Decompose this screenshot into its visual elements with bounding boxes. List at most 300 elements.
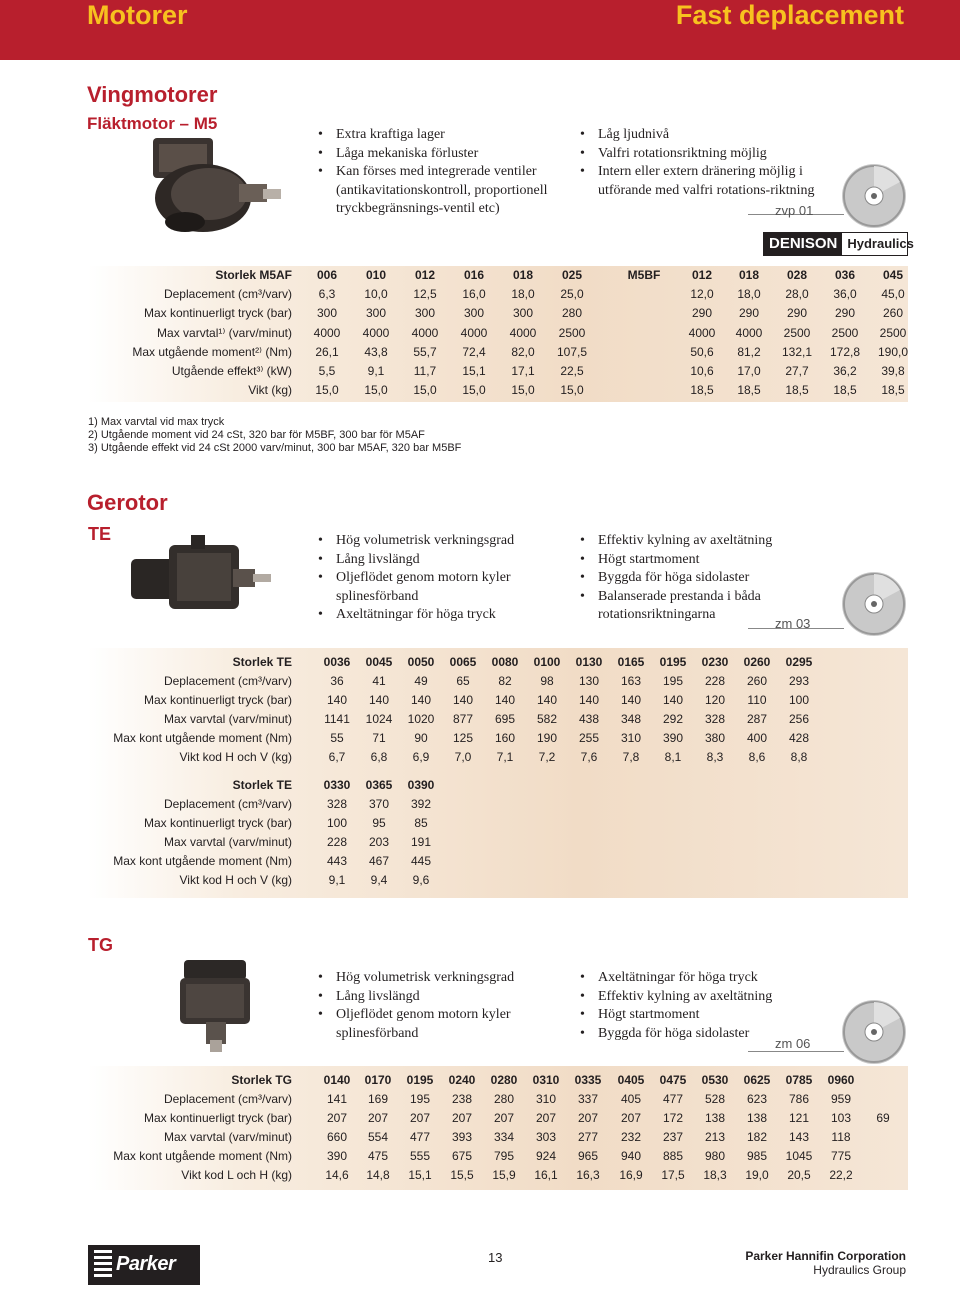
table-cell: 107,5 [556, 345, 588, 359]
table-cell: 15,0 [560, 383, 584, 397]
table-row-label: Deplacement (cm³/varv) [163, 674, 292, 688]
table-cell: 72,4 [462, 345, 486, 359]
feature-item: • Oljeflödet genom motorn kyler splinesförband [318, 1006, 563, 1043]
table-header-cell: 0240 [448, 1073, 476, 1087]
table-cell: 795 [493, 1149, 515, 1163]
table-cell: 393 [451, 1130, 473, 1144]
table-cell: 380 [704, 731, 726, 745]
header-left-title: Motorer [87, 0, 188, 30]
table-cell: 22,2 [829, 1168, 853, 1182]
table-cell: 207 [535, 1111, 557, 1125]
table-cell: 6,7 [328, 750, 346, 764]
table-cell: 228 [326, 835, 348, 849]
table-header-cell: 012 [691, 268, 713, 282]
table-cell: 203 [368, 835, 390, 849]
table-header-label: Storlek TE [232, 778, 292, 792]
table-cell: 121 [788, 1111, 810, 1125]
table-cell: 438 [578, 712, 600, 726]
table-cell: 1024 [365, 712, 393, 726]
table-cell: 98 [540, 674, 554, 688]
table-header-label: Storlek M5AF [215, 268, 292, 282]
table-cell: 675 [451, 1149, 473, 1163]
table-cell: 22,5 [560, 364, 584, 378]
table-cell: 18,0 [737, 287, 761, 301]
table-cell: 71 [372, 731, 386, 745]
table-row-label: Max varvtal¹⁾ (varv/minut) [157, 326, 292, 340]
table-cell: 15,0 [315, 383, 339, 397]
table-header-cell: 0080 [491, 655, 519, 669]
table-cell: 232 [620, 1130, 642, 1144]
header-right-title: Fast deplacement [675, 0, 904, 30]
table-cell: 310 [620, 731, 642, 745]
table-cell: 260 [746, 674, 768, 688]
table-cell: 14,8 [366, 1168, 390, 1182]
table-header-cell: 036 [834, 268, 856, 282]
table-cell: 125 [452, 731, 474, 745]
table-cell: 237 [662, 1130, 684, 1144]
feature-item: • Hög volumetrisk verkningsgrad [318, 532, 563, 551]
note-2: 2) Utgående moment vid 24 cSt, 320 bar för M5BF, 300 bar för M5AF [88, 429, 425, 441]
section-title-gerotor: Gerotor [87, 490, 168, 515]
feature-item: • Oljeflödet genom motorn kyler splinesförband [318, 569, 563, 606]
table-cell: 172,8 [829, 345, 861, 359]
table-row-label: Max kont utgående moment (Nm) [113, 854, 292, 868]
table-cell: 290 [786, 306, 808, 320]
table-cell: 19,0 [745, 1168, 769, 1182]
table-cell: 260 [882, 306, 904, 320]
table-header-cell: 0100 [533, 655, 561, 669]
table-cell: 300 [365, 306, 387, 320]
table-header-cell: 0280 [490, 1073, 518, 1087]
table-row-label: Deplacement (cm³/varv) [163, 797, 292, 811]
table-cell: 140 [368, 693, 390, 707]
table-cell: 12,0 [690, 287, 714, 301]
table-cell: 50,6 [690, 345, 714, 359]
table-cell: 554 [367, 1130, 389, 1144]
table-cell: 15,1 [408, 1168, 432, 1182]
table-cell: 15,0 [413, 383, 437, 397]
table-cell: 138 [704, 1111, 726, 1125]
table-cell: 39,8 [881, 364, 905, 378]
footer-company [745, 1249, 906, 1277]
table-cell: 623 [746, 1092, 768, 1106]
table-cell: 191 [410, 835, 432, 849]
table-cell: 390 [326, 1149, 348, 1163]
table-row-label: Vikt kod H och V (kg) [179, 750, 292, 764]
table-cell: 6,8 [370, 750, 388, 764]
table-header-cell: 0195 [659, 655, 687, 669]
table-cell: 55,7 [413, 345, 437, 359]
table-cell: 65 [456, 674, 470, 688]
table-cell: 4000 [411, 326, 439, 340]
denison-hydraulics-logo [763, 232, 914, 256]
table-cell: 81,2 [737, 345, 761, 359]
table-cell: 85 [414, 816, 428, 830]
table-cell: 292 [662, 712, 684, 726]
table-cell: 660 [326, 1130, 348, 1144]
tg-features-left [318, 969, 563, 1043]
table-cell: 10,6 [690, 364, 714, 378]
table-cell: 8,8 [790, 750, 808, 764]
table-cell: 207 [493, 1111, 515, 1125]
table-header-cell: 012 [414, 268, 436, 282]
table-cell: 45,0 [881, 287, 905, 301]
te-features-left [318, 532, 563, 625]
table-header-cell: 0295 [785, 655, 813, 669]
table-header-cell: 0390 [407, 778, 435, 792]
table-cell: 213 [704, 1130, 726, 1144]
table-cell: 959 [830, 1092, 852, 1106]
table-cell: 16,1 [534, 1168, 558, 1182]
table-cell: 15,0 [364, 383, 388, 397]
feature-item: • Effektiv kylning av axeltätning [580, 988, 820, 1007]
table-cell: 195 [409, 1092, 431, 1106]
table-cell: 582 [536, 712, 558, 726]
table-cell: 18,3 [703, 1168, 727, 1182]
table-cell: 885 [662, 1149, 684, 1163]
table-cell: 940 [620, 1149, 642, 1163]
table-cell: 7,1 [496, 750, 514, 764]
table-cell: 207 [326, 1111, 348, 1125]
table-row-label: Vikt kod H och V (kg) [179, 873, 292, 887]
table-row-label: Max kontinuerligt tryck (bar) [143, 816, 292, 830]
table-row-label: Max varvtal (varv/minut) [163, 712, 292, 726]
section-subtitle-m5: Fläktmotor – M5 [87, 114, 218, 133]
table-cell: 4000 [313, 326, 341, 340]
table-cell: 18,5 [737, 383, 761, 397]
table-cell: 7,6 [580, 750, 598, 764]
table-cell: 140 [662, 693, 684, 707]
table-cell: 475 [367, 1149, 389, 1163]
table-cell: 985 [746, 1149, 768, 1163]
table-cell: 26,1 [315, 345, 339, 359]
table-cell: 15,1 [462, 364, 486, 378]
table-cell: 280 [561, 306, 583, 320]
table-header-cell: 010 [365, 268, 387, 282]
table-header-cell: 0130 [575, 655, 603, 669]
table-row-label: Deplacement (cm³/varv) [163, 287, 292, 301]
te-motor-image [125, 525, 275, 625]
table-header-cell: 0475 [659, 1073, 687, 1087]
hydraulics-brand: Hydraulics [847, 236, 914, 251]
table-cell: 290 [691, 306, 713, 320]
table-cell: 303 [535, 1130, 557, 1144]
table-cell: 6,3 [318, 287, 336, 301]
table-cell: 41 [372, 674, 386, 688]
table-row-label: Vikt (kg) [248, 383, 292, 397]
feature-item: • Högt startmoment [580, 551, 810, 570]
table-cell: 140 [536, 693, 558, 707]
table-cell: 277 [577, 1130, 599, 1144]
table-cell: 477 [662, 1092, 684, 1106]
m5-notes [88, 416, 461, 455]
table-cell: 370 [368, 797, 390, 811]
table-cell: 5,5 [318, 364, 336, 378]
feature-item: • Lång livslängd [318, 988, 563, 1007]
te-features-right [580, 532, 810, 625]
table-cell: 130 [578, 674, 600, 688]
table-header-cell: 018 [738, 268, 760, 282]
table-cell: 36,2 [833, 364, 857, 378]
feature-item: • Axeltätningar för höga tryck [580, 969, 820, 988]
table-cell: 9,4 [370, 873, 388, 887]
table-cell: 695 [494, 712, 516, 726]
table-header-cell: 0365 [365, 778, 393, 792]
table-cell: 2500 [831, 326, 859, 340]
table-cell: 528 [704, 1092, 726, 1106]
table-cell: 300 [414, 306, 436, 320]
table-cell: 300 [463, 306, 485, 320]
table-cell: 190,0 [877, 345, 909, 359]
table-cell: 467 [368, 854, 390, 868]
table-cell: 390 [662, 731, 684, 745]
feature-item: • Lång livslängd [318, 551, 563, 570]
table-cell: 16,3 [576, 1168, 600, 1182]
table-cell: 195 [662, 674, 684, 688]
table-cell: 293 [788, 674, 810, 688]
table-cell: 443 [326, 854, 348, 868]
table-row-label: Max kont utgående moment (Nm) [113, 731, 292, 745]
table-cell: 182 [746, 1130, 768, 1144]
table-cell: 132,1 [781, 345, 813, 359]
table-cell: 4000 [460, 326, 488, 340]
table-cell: 328 [326, 797, 348, 811]
table-cell: 90 [414, 731, 428, 745]
table-cell: 334 [493, 1130, 515, 1144]
table-cell: 228 [704, 674, 726, 688]
table-row-label: Max varvtal (varv/minut) [163, 1130, 292, 1144]
denison-brand: DENISON [764, 233, 842, 255]
table-cell: 207 [409, 1111, 431, 1125]
table-cell: 160 [494, 731, 516, 745]
table-cell: 15,5 [450, 1168, 474, 1182]
table-header-cell: 028 [786, 268, 808, 282]
table-cell: 28,0 [785, 287, 809, 301]
table-cell: 238 [451, 1092, 473, 1106]
table-header-cell: 0140 [323, 1073, 351, 1087]
feature-item: • Låga mekaniska förluster [318, 145, 563, 164]
table-cell: 15,0 [511, 383, 535, 397]
table-row-label: Vikt kod L och H (kg) [181, 1168, 292, 1182]
table-row-label: Max kontinuerligt tryck (bar) [143, 1111, 292, 1125]
table-header-label: Storlek TE [232, 655, 292, 669]
table-cell: 9,1 [367, 364, 385, 378]
table-cell: 18,5 [833, 383, 857, 397]
table-header-cell: 0405 [617, 1073, 645, 1087]
table-cell: 169 [367, 1092, 389, 1106]
table-cell: 18,0 [511, 287, 535, 301]
table-cell: 15,0 [462, 383, 486, 397]
table-cell: 2500 [879, 326, 907, 340]
table-cell: 2500 [558, 326, 586, 340]
table-cell: 555 [409, 1149, 431, 1163]
table-cell: 775 [830, 1149, 852, 1163]
table-cell: 786 [788, 1092, 810, 1106]
table-cell: 924 [535, 1149, 557, 1163]
table-cell: 300 [316, 306, 338, 320]
cd-code-zvp01: zvp 01 [775, 203, 814, 218]
table-cell: 348 [620, 712, 642, 726]
table-cell: 207 [577, 1111, 599, 1125]
tg-features-right [580, 969, 820, 1043]
table-cell: 8,6 [748, 750, 766, 764]
table-cell: 290 [834, 306, 856, 320]
table-cell: 82 [498, 674, 512, 688]
table-cell: 4000 [735, 326, 763, 340]
table-header-cell: M5BF [627, 268, 661, 282]
table-header-cell: 0260 [743, 655, 771, 669]
table-cell: 14,6 [325, 1168, 349, 1182]
table-row-label: Max kontinuerligt tryck (bar) [143, 693, 292, 707]
table-header-cell: 0785 [785, 1073, 813, 1087]
table-row-label: Max kont utgående moment (Nm) [113, 1149, 292, 1163]
feature-item: • Intern eller extern dränering möjlig i utförande med valfri rotations-riktning [580, 163, 835, 200]
parker-logo-text: Parker [116, 1253, 176, 1275]
table-cell: 140 [494, 693, 516, 707]
table-cell: 12,5 [413, 287, 437, 301]
table-header-cell: 0165 [617, 655, 645, 669]
table-cell: 36,0 [833, 287, 857, 301]
table-cell: 207 [451, 1111, 473, 1125]
table-cell: 120 [704, 693, 726, 707]
table-cell: 140 [578, 693, 600, 707]
table-cell: 405 [620, 1092, 642, 1106]
table-header-cell: 018 [512, 268, 534, 282]
cd-icon [840, 570, 908, 638]
table-cell: 95 [372, 816, 386, 830]
table-header-cell: 0310 [532, 1073, 560, 1087]
m5-features-left [318, 126, 563, 219]
table-row-label: Max varvtal (varv/minut) [163, 835, 292, 849]
table-cell: 310 [535, 1092, 557, 1106]
feature-item: • Valfri rotationsriktning möjlig [580, 145, 835, 164]
footer-group: Hydraulics Group [813, 1263, 906, 1277]
feature-item: • Låg ljudnivå [580, 126, 835, 145]
table-cell: 428 [788, 731, 810, 745]
table-header-cell: 0045 [365, 655, 393, 669]
table-cell: 140 [326, 693, 348, 707]
table-cell: 43,8 [364, 345, 388, 359]
feature-item: • Högt startmoment [580, 1006, 820, 1025]
feature-item: • Byggda för höga sidolaster [580, 1025, 820, 1044]
table-header-cell: 0195 [406, 1073, 434, 1087]
page-number: 13 [488, 1250, 503, 1265]
table-cell: 877 [452, 712, 474, 726]
table-cell: 477 [409, 1130, 431, 1144]
table-cell: 4000 [509, 326, 537, 340]
table-header-cell: 0170 [364, 1073, 392, 1087]
table-cell: 255 [578, 731, 600, 745]
feature-item: • Axeltätningar för höga tryck [318, 606, 563, 625]
table-cell: 140 [620, 693, 642, 707]
table-cell: 82,0 [511, 345, 535, 359]
table-cell: 18,5 [785, 383, 809, 397]
table-cell: 337 [577, 1092, 599, 1106]
table-cell: 15,9 [492, 1168, 516, 1182]
table-cell: 18,5 [690, 383, 714, 397]
table-cell: 207 [367, 1111, 389, 1125]
table-cell: 2500 [783, 326, 811, 340]
table-cell: 4000 [362, 326, 390, 340]
table-header-cell: 0530 [701, 1073, 729, 1087]
table-cell: 36 [330, 674, 344, 688]
table-cell: 172 [662, 1111, 684, 1125]
table-cell: 190 [536, 731, 558, 745]
feature-item: • Effektiv kylning av axeltätning [580, 532, 810, 551]
cd-code-zm03: zm 03 [775, 616, 811, 631]
table-cell: 118 [831, 1130, 851, 1144]
table-cell: 69 [876, 1111, 890, 1125]
table-cell: 300 [512, 306, 534, 320]
table-cell: 20,5 [787, 1168, 811, 1182]
table-cell: 103 [830, 1111, 852, 1125]
m5-features-right [580, 126, 835, 200]
parker-logo [88, 1245, 200, 1285]
table-cell: 1045 [785, 1149, 813, 1163]
table-cell: 1141 [324, 712, 350, 726]
table-row-label: Max utgående moment²⁾ (Nm) [132, 345, 292, 359]
table-cell: 8,3 [706, 750, 724, 764]
table-cell: 445 [410, 854, 432, 868]
table-cell: 287 [746, 712, 768, 726]
note-3: 3) Utgående effekt vid 24 cSt 2000 varv/minut, 300 bar M5AF, 320 bar M5BF [88, 442, 462, 454]
table-cell: 10,0 [364, 287, 388, 301]
table-cell: 1020 [407, 712, 435, 726]
table-cell: 328 [704, 712, 726, 726]
table-cell: 9,1 [328, 873, 346, 887]
feature-item: • Hög volumetrisk verkningsgrad [318, 969, 563, 988]
table-cell: 18,5 [881, 383, 905, 397]
cd-code-underline [748, 1051, 844, 1052]
table-cell: 7,2 [538, 750, 556, 764]
table-cell: 290 [738, 306, 760, 320]
footer-corporation: Parker Hannifin Corporation [745, 1249, 906, 1263]
tg-motor-image [176, 954, 266, 1054]
table-cell: 11,7 [413, 364, 437, 378]
table-header-cell: 045 [882, 268, 904, 282]
table-cell: 140 [410, 693, 432, 707]
table-cell: 16,9 [619, 1168, 643, 1182]
table-cell: 256 [788, 712, 810, 726]
section-title-vingmotorer: Vingmotorer [87, 82, 218, 107]
cd-icon [840, 162, 908, 230]
vane-motor-image [145, 132, 285, 242]
table-header-cell: 016 [463, 268, 485, 282]
table-cell: 392 [410, 797, 432, 811]
feature-item: • Byggda för höga sidolaster [580, 569, 810, 588]
te-label: TE [88, 524, 112, 544]
cd-code-zm06: zm 06 [775, 1036, 811, 1051]
table-header-cell: 025 [561, 268, 583, 282]
tg-label: TG [88, 935, 113, 955]
table-cell: 8,1 [664, 750, 682, 764]
table-header-cell: 0335 [574, 1073, 602, 1087]
table-cell: 17,5 [661, 1168, 685, 1182]
table-cell: 141 [326, 1092, 348, 1106]
table-header-cell: 0960 [827, 1073, 855, 1087]
header-bar [0, 0, 960, 60]
table-cell: 100 [326, 816, 348, 830]
table-header-cell: 0625 [743, 1073, 771, 1087]
table-cell: 280 [493, 1092, 515, 1106]
cd-icon [840, 998, 908, 1066]
table-cell: 400 [746, 731, 768, 745]
table-cell: 17,1 [511, 364, 535, 378]
table-cell: 7,0 [454, 750, 472, 764]
table-cell: 9,6 [412, 873, 430, 887]
table-cell: 49 [414, 674, 428, 688]
table-cell: 207 [620, 1111, 642, 1125]
